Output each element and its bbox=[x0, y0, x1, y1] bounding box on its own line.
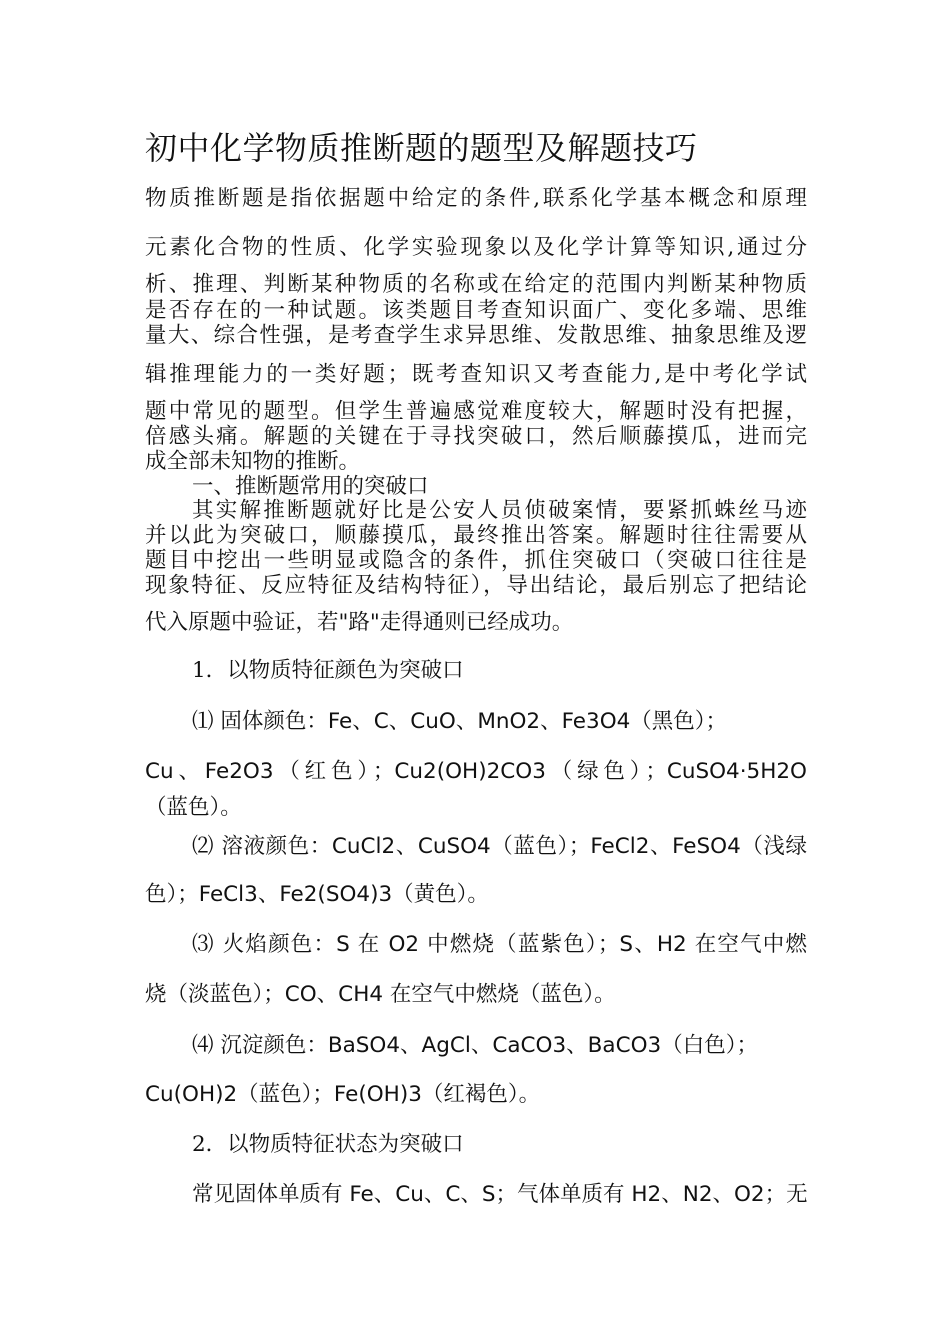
page-title: 初中化学物质推断题的题型及解题技巧 bbox=[145, 129, 698, 167]
list-item: ⑵ 溶液颜色：CuCl2、CuSO4（蓝色）；FeCl2、FeSO4（浅绿 bbox=[192, 834, 807, 859]
paragraph-line: 常见固体单质有 Fe、Cu、C、S；气体单质有 H2、N2、O2；无 bbox=[192, 1182, 808, 1207]
paragraph-line: 元素化合物的性质、化学实验现象以及化学计算等知识,通过分 bbox=[145, 235, 807, 260]
paragraph-line: 成全部未知物的推断。 bbox=[145, 449, 361, 474]
paragraph-line: 量大、综合性强，是考查学生求异思维、发散思维、抽象思维及逻 bbox=[145, 323, 807, 348]
paragraph-line: 辑推理能力的一类好题；既考查知识又考查能力,是中考化学试 bbox=[145, 362, 807, 387]
paragraph-line: 题目中挖出一些明显或隐含的条件，抓住突破口（突破口往往是 bbox=[145, 548, 807, 573]
list-item-continuation: Cu、Fe2O3（红色）；Cu2(OH)2CO3（绿色）；CuSO4·5H2O bbox=[145, 759, 807, 784]
list-item: ⑷ 沉淀颜色：BaSO4、AgCl、CaCO3、BaCO3（白色）； bbox=[192, 1033, 758, 1058]
subsection-heading: 2．以物质特征状态为突破口 bbox=[192, 1132, 464, 1157]
paragraph-line: 其实解推断题就好比是公安人员侦破案情，要紧抓蛛丝马迹 bbox=[192, 498, 807, 523]
list-item-continuation: 烧（淡蓝色）；CO、CH4 在空气中燃烧（蓝色）。 bbox=[145, 982, 616, 1007]
list-item-continuation: Cu(OH)2（蓝色）；Fe(OH)3（红褐色）。 bbox=[145, 1082, 541, 1107]
paragraph-line: 代入原题中验证，若"路"走得通则已经成功。 bbox=[145, 610, 574, 635]
paragraph-line: 倍感头痛。解题的关键在于寻找突破口，然后顺藤摸瓜，进而完 bbox=[145, 424, 807, 449]
list-item: ⑶ 火焰颜色：S 在 O2 中燃烧（蓝紫色）；S、H2 在空气中燃 bbox=[192, 932, 807, 957]
paragraph-line: 物质推断题是指依据题中给定的条件,联系化学基本概念和原理 bbox=[145, 186, 807, 211]
section-heading: 一、推断题常用的突破口 bbox=[192, 474, 429, 499]
paragraph-line: 题中常见的题型。但学生普遍感觉难度较大，解题时没有把握， bbox=[145, 399, 807, 424]
subsection-heading: 1．以物质特征颜色为突破口 bbox=[192, 658, 464, 683]
list-item-continuation: （蓝色）。 bbox=[145, 795, 242, 820]
paragraph-line: 现象特征、反应特征及结构特征），导出结论，最后别忘了把结论 bbox=[145, 573, 807, 598]
paragraph-line: 析、推理、判断某种物质的名称或在给定的范围内判断某种物质 bbox=[145, 272, 807, 297]
paragraph-line: 并以此为突破口，顺藤摸瓜，最终推出答案。解题时往往需要从 bbox=[145, 523, 807, 548]
list-item-continuation: 色）；FeCl3、Fe2(SO4)3（黄色）。 bbox=[145, 882, 489, 907]
list-item: ⑴ 固体颜色：Fe、C、CuO、MnO2、Fe3O4（黑色）； bbox=[192, 709, 728, 734]
paragraph-line: 是否存在的一种试题。该类题目考查知识面广、变化多端、思维 bbox=[145, 298, 807, 323]
